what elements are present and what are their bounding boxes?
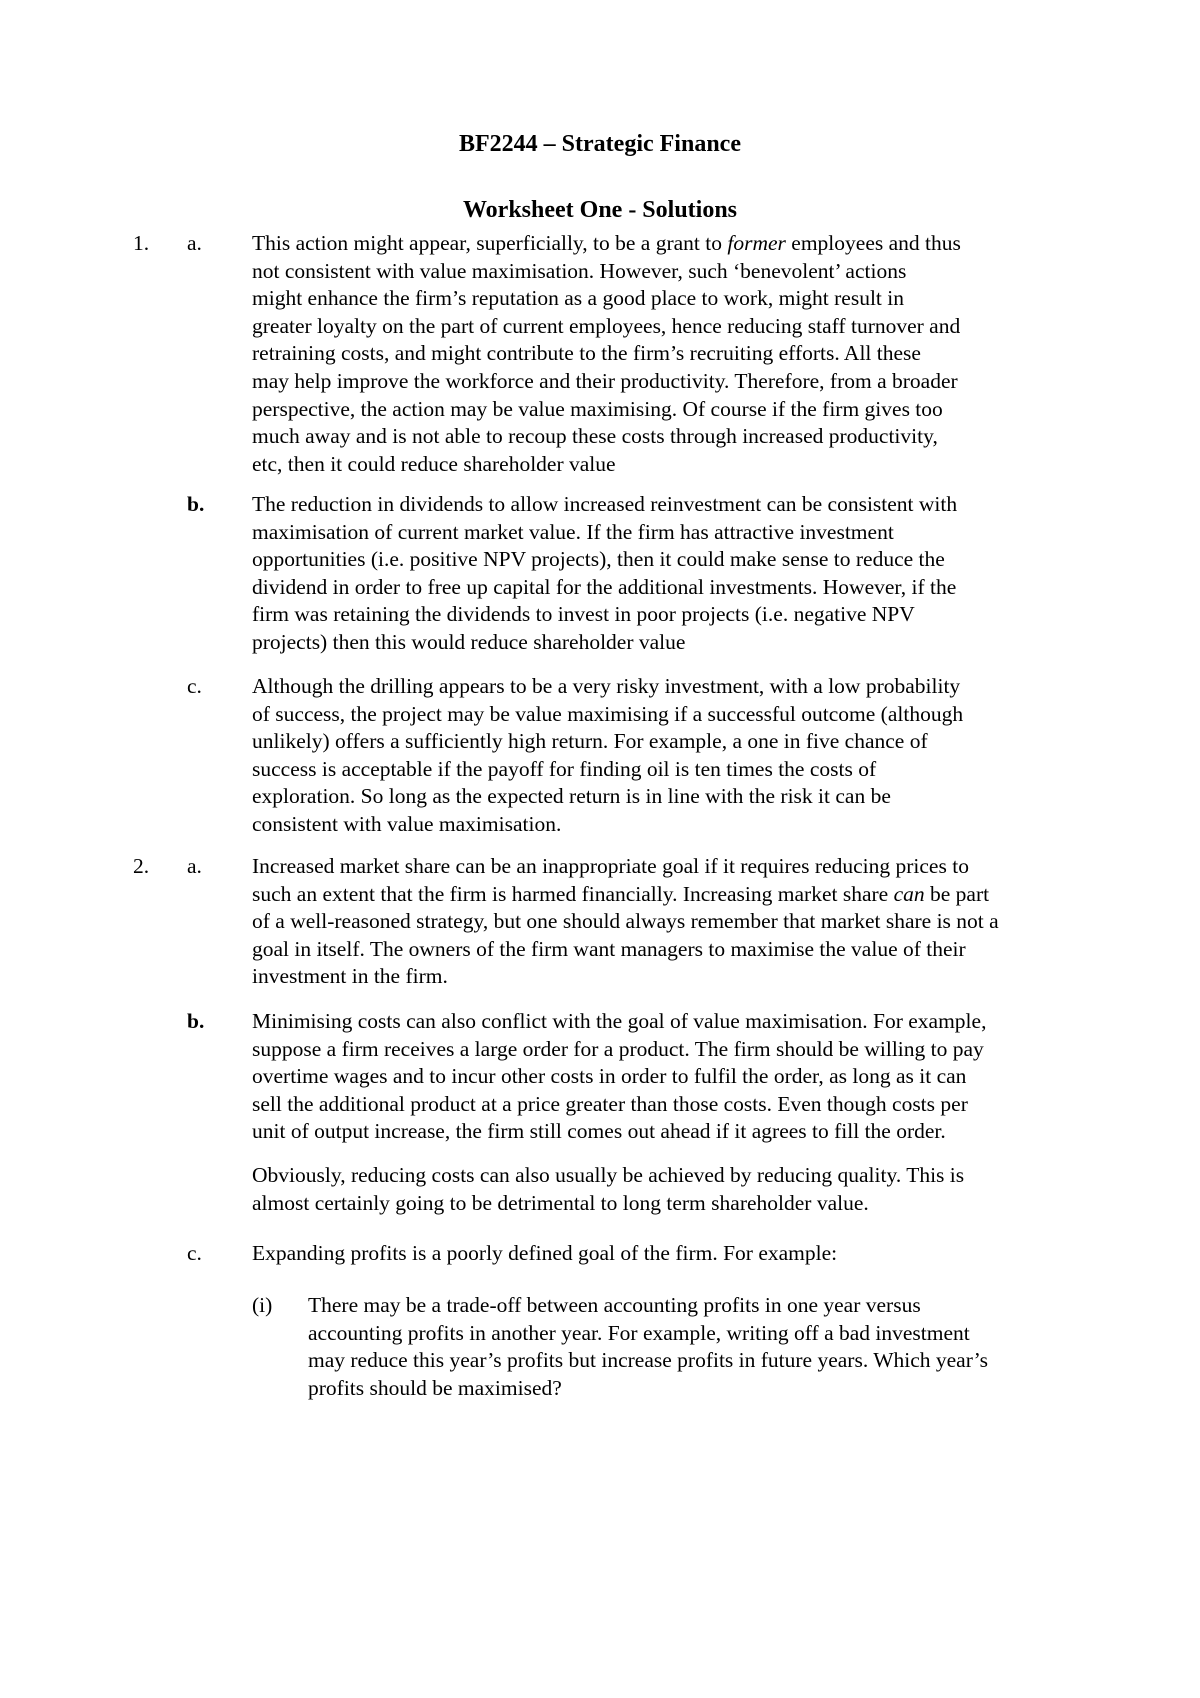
part-label: a. xyxy=(187,231,202,255)
text-line: retraining costs, and might contribute to the firm’s recruiting efforts. All these xyxy=(252,341,921,366)
answer-paragraph xyxy=(252,1240,837,1268)
text-line: of a well-reasoned strategy, but one should always remember that market share is not a xyxy=(252,909,999,934)
text-line: of success, the project may be value maximising if a successful outcome (although xyxy=(252,701,964,726)
text-line: Increased market share can be an inappropriate goal if it requires reducing prices to xyxy=(252,854,969,878)
text-line: There may be a trade-off between accounting profits in one year versus xyxy=(308,1293,921,1317)
text-line: much away and is not able to recoup these costs through increased productivity, xyxy=(252,424,938,449)
subitem-paragraph xyxy=(308,1292,988,1402)
text-line: dividend in order to free up capital for the additional investments. However, if the xyxy=(252,574,957,599)
text-line: may help improve the workforce and their productivity. Therefore, from a broader xyxy=(252,368,958,393)
text-line: accounting profits in another year. For example, writing off a bad investment xyxy=(308,1320,970,1345)
text-line: greater loyalty on the part of current employees, hence reducing staff turnover and xyxy=(252,313,961,338)
text-line: unlikely) offers a sufficiently high return. For example, a one in five chance of xyxy=(252,729,928,754)
answer-paragraph xyxy=(252,491,957,657)
text-line: opportunities (i.e. positive NPV projects), then it could make sense to reduce the xyxy=(252,547,945,572)
text-line: This action might appear, superficially, to be a grant to former employees and thus xyxy=(252,231,961,255)
text-line: Obviously, reducing costs can also usually be achieved by reducing quality. This is xyxy=(252,1163,965,1187)
text-line: maximisation of current market value. If the firm has attractive investment xyxy=(252,519,894,544)
part-label: c. xyxy=(187,1241,202,1265)
question-number: 2. xyxy=(133,854,150,878)
text-line: goal in itself. The owners of the firm want managers to maximise the value of their xyxy=(252,936,966,961)
text-line: investment in the firm. xyxy=(252,964,448,989)
text-line: perspective, the action may be value maximising. Of course if the firm gives too xyxy=(252,396,943,421)
text-line: consistent with value maximisation. xyxy=(252,811,562,836)
text-line: sell the additional product at a price greater than those costs. Even though costs per xyxy=(252,1091,968,1116)
text-line: firm was retaining the dividends to invest in poor projects (i.e. negative NPV xyxy=(252,602,915,627)
answer-paragraph xyxy=(252,673,963,839)
part-label: b. xyxy=(187,492,205,516)
question-number: 1. xyxy=(133,231,150,255)
text-line: suppose a firm receives a large order for a product. The firm should be willing to pay xyxy=(252,1036,984,1061)
text-line: Minimising costs can also conflict with the goal of value maximisation. For example, xyxy=(252,1009,987,1033)
part-label: a. xyxy=(187,854,202,878)
text-line: not consistent with value maximisation. However, such ‘benevolent’ actions xyxy=(252,258,907,283)
part-label: b. xyxy=(187,1009,205,1033)
text-line: almost certainly going to be detrimental to long term shareholder value. xyxy=(252,1190,869,1215)
answer-paragraph xyxy=(252,1008,986,1146)
text-line: profits should be maximised? xyxy=(308,1375,562,1400)
part-label: c. xyxy=(187,674,202,698)
text-line: Expanding profits is a poorly defined goal of the firm. For example: xyxy=(252,1241,838,1265)
answer-paragraph xyxy=(252,853,999,991)
text-line: such an extent that the firm is harmed financially. Increasing market share can be part xyxy=(252,881,990,906)
text-line: might enhance the firm’s reputation as a good place to work, might result in xyxy=(252,286,905,311)
subitem-label: (i) xyxy=(252,1293,273,1317)
text-line: overtime wages and to incur other costs in order to fulfil the order, as long as it can xyxy=(252,1064,967,1089)
text-line: may reduce this year’s profits but increase profits in future years. Which year’s xyxy=(308,1348,989,1373)
answer-paragraph xyxy=(252,230,961,478)
text-line: Although the drilling appears to be a very risky investment, with a low probability xyxy=(252,674,961,698)
answer-paragraph xyxy=(252,1162,964,1217)
text-line: projects) then this would reduce shareholder value xyxy=(252,629,686,654)
worksheet-title: Worksheet One - Solutions xyxy=(462,197,738,223)
text-line: success is acceptable if the payoff for finding oil is ten times the costs of xyxy=(252,756,877,781)
text-line: The reduction in dividends to allow increased reinvestment can be consistent with xyxy=(252,492,958,516)
text-line: unit of output increase, the firm still comes out ahead if it agrees to fill the order. xyxy=(252,1119,946,1144)
text-line: etc, then it could reduce shareholder value xyxy=(252,451,616,476)
course-title: BF2244 – Strategic Finance xyxy=(459,131,741,157)
text-line: exploration. So long as the expected return is in line with the risk it can be xyxy=(252,784,891,809)
